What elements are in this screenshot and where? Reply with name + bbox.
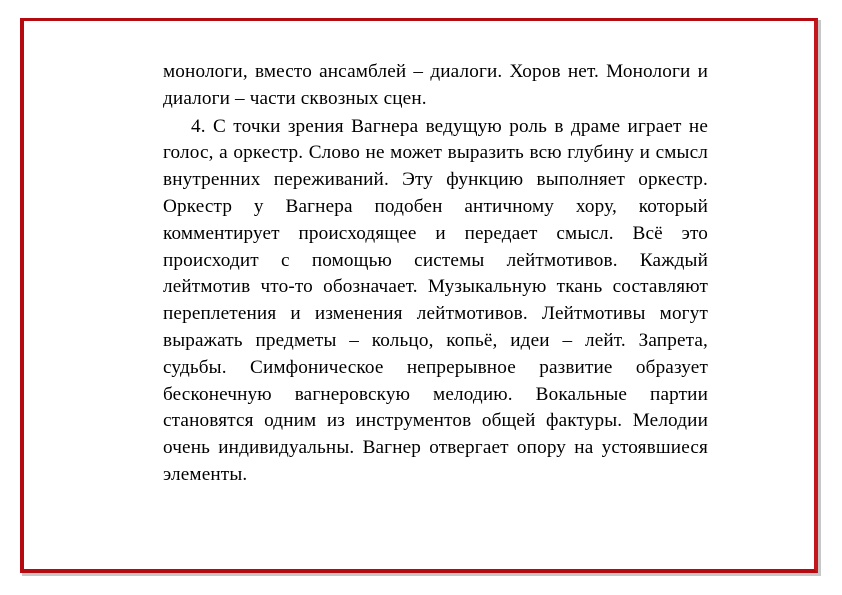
- paragraph-point-4: 4. С точки зрения Вагнера ведущую роль в драме играет не голос, а оркестр. Слово не может выразить всю глубину и смысл внутренних переживаний. Эту функцию выполняет оркестр. Оркестр у Вагнера подобен античному хору, который комментирует происходящее и передает смысл. Всё это происходит с помощью системы лейтмотивов. Каждый лейтмотив что-то обозначает. Музыкальную ткань составляют переплетения и изменения лейтмотивов. Лейтмотивы могут выражать предметы – кольцо, копьё, идеи – лейт. Запрета, судьбы. Симфоническое непрерывное развитие образует бесконечную вагнеровскую мелодию. Вокальные партии становятся одним из инструментов общей фактуры. Мелодии очень индивидуальны. Вагнер отвергает опору на устоявшиеся элементы.: [163, 115, 708, 485]
- paragraph-continuation: монологи, вместо ансамблей – диалоги. Хоров нет. Монологи и диалоги – части сквозных сцен.: [163, 61, 708, 109]
- slide-text-block: [163, 59, 708, 489]
- frame-shadow-bottom: [22, 573, 821, 576]
- frame-shadow-right: [818, 20, 821, 573]
